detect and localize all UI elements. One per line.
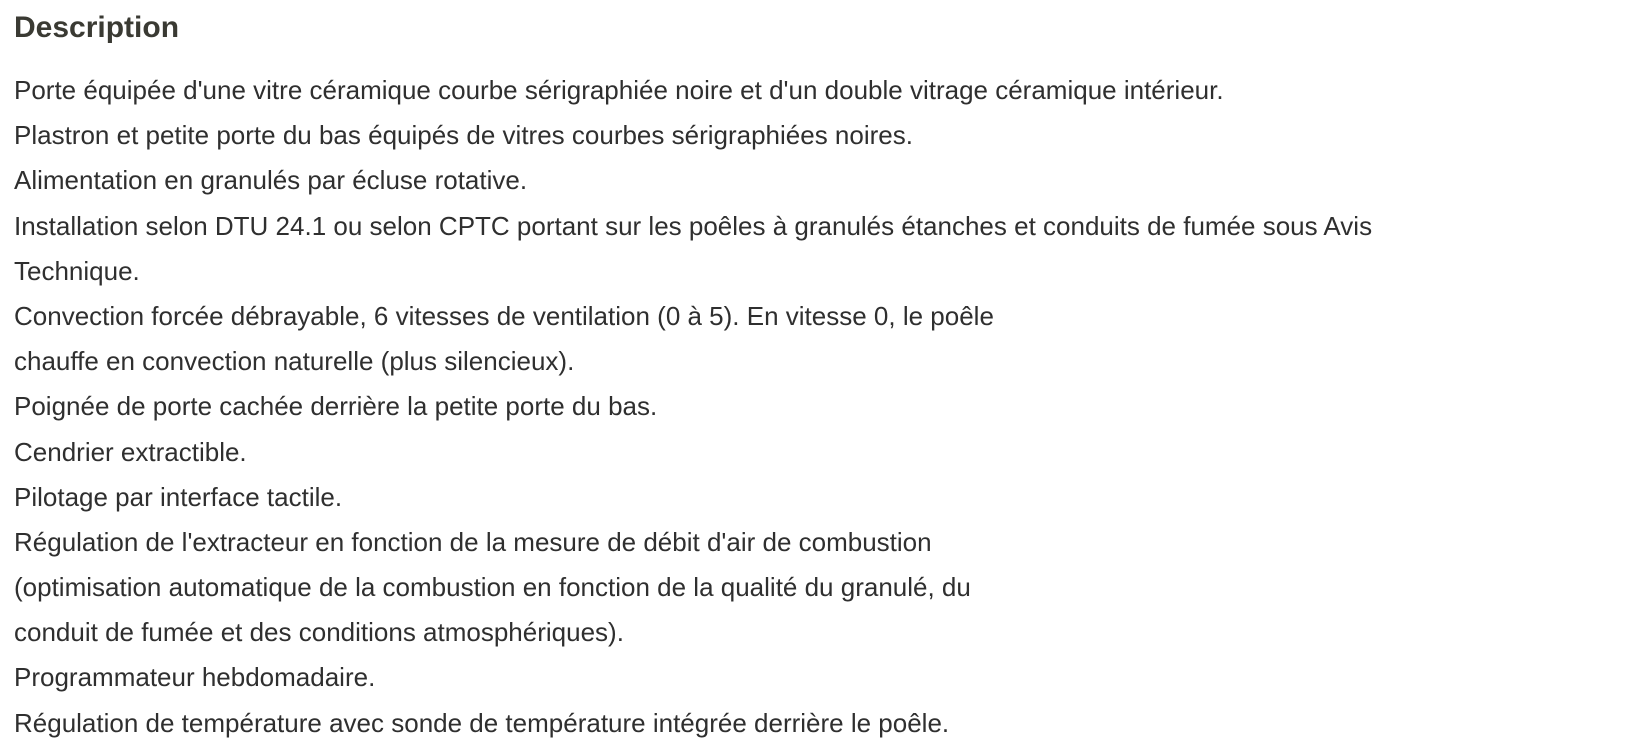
section-title: Description <box>14 11 180 44</box>
description-line: Programmateur hebdomadaire. <box>14 662 376 693</box>
description-line: Installation selon DTU 24.1 ou selon CPTC portant sur les poêles à granulés étanches et conduits de fumée sous Avis <box>14 210 1373 241</box>
description-line: Régulation de température avec sonde de température intégrée derrière le poêle. <box>14 707 950 738</box>
description-line: Alimentation en granulés par écluse rotative. <box>14 165 528 196</box>
description-line: Convection forcée débrayable, 6 vitesses de ventilation (0 à 5). En vitesse 0, le poêle <box>14 300 994 331</box>
description-line: Poignée de porte cachée derrière la petite porte du bas. <box>14 391 658 422</box>
description-line: Cendrier extractible. <box>14 436 247 467</box>
description-line: Régulation de l'extracteur en fonction de la mesure de débit d'air de combustion <box>14 526 932 557</box>
description-line: (optimisation automatique de la combustion en fonction de la qualité du granulé, du <box>14 572 971 603</box>
description-line: conduit de fumée et des conditions atmosphériques). <box>14 617 624 648</box>
description-body <box>14 68 1614 746</box>
description-line: chauffe en convection naturelle (plus silencieux). <box>14 346 575 377</box>
description-section <box>14 0 1614 746</box>
description-line: Technique. <box>14 255 140 286</box>
description-line: Porte équipée d'une vitre céramique courbe sérigraphiée noire et d'un double vitrage céramique intérieur. <box>14 75 1224 105</box>
description-line: Pilotage par interface tactile. <box>14 481 343 512</box>
description-line: Plastron et petite porte du bas équipés de vitres courbes sérigraphiées noires. <box>14 120 913 151</box>
